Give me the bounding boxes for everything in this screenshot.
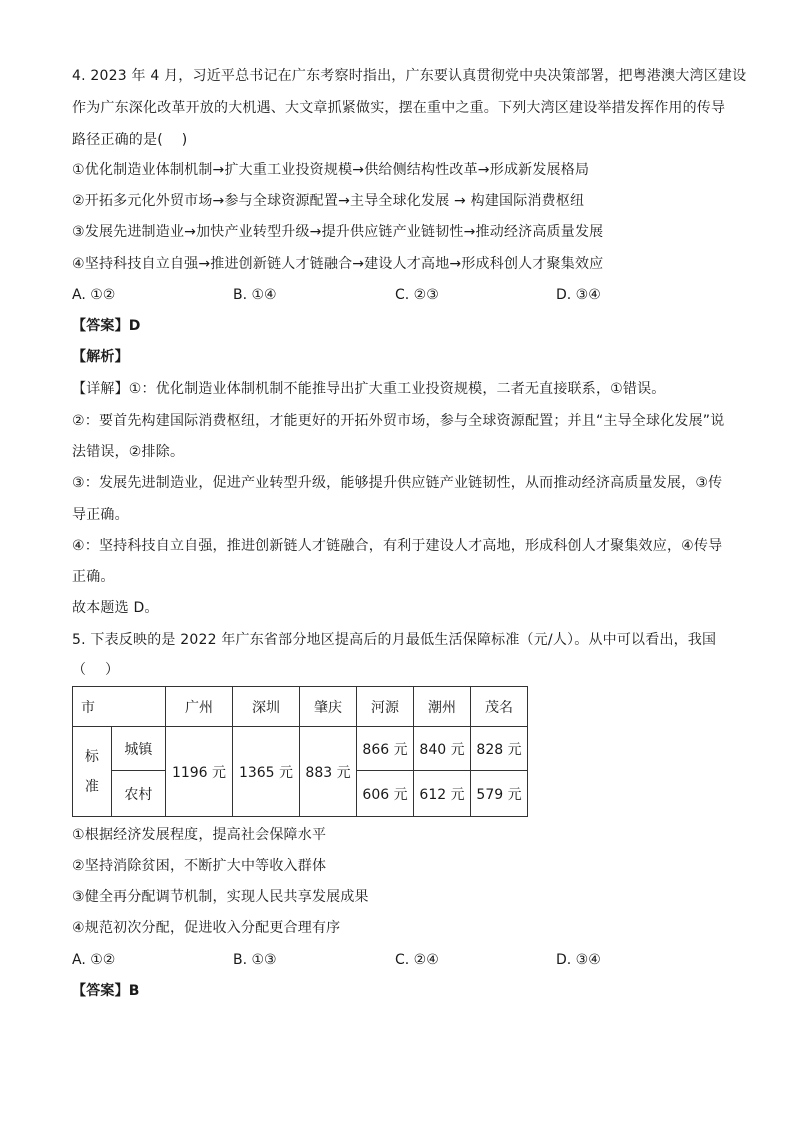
q5-option-c: C. ②④ [395, 952, 439, 968]
q5-stem-line-1: 5. 下表反映的是 2022 年广东省部分地区提高后的月最低生活保障标准（元/人）。从中可以看出，我国 [72, 632, 717, 648]
q5-item-4: ④规范初次分配，促进收入分配更合理有序 [72, 920, 341, 936]
q4-analysis-line-4: ③：发展先进制造业，促进产业转型升级，能够提升供应链产业链韧性，从而推动经济高质量发展，③传 [72, 475, 723, 491]
city-cell: 肇庆 [300, 687, 357, 727]
q5-answer: 【答案】B [72, 983, 140, 999]
standard-label-char-1: 标 [84, 748, 99, 765]
city-cell: 河源 [357, 687, 414, 727]
q4-analysis-line-3: 法错误，②排除。 [72, 444, 185, 460]
city-cell: 广州 [166, 687, 233, 727]
city-cell: 茂名 [471, 687, 528, 727]
q4-answer: 【答案】D [72, 318, 141, 334]
minimum-living-standard-table [72, 686, 528, 817]
q4-analysis-line-7: 正确。 [72, 569, 115, 585]
q4-option-c: C. ②③ [395, 287, 439, 303]
q4-conclusion: 故本题选 D。 [72, 600, 159, 616]
urban-value-cell: 828 元 [471, 727, 528, 771]
city-header-cell: 市 [73, 687, 166, 727]
q4-stem-line-3: 路径正确的是( ) [72, 132, 188, 148]
urban-value-cell: 866 元 [357, 727, 414, 771]
urban-value-cell: 840 元 [414, 727, 471, 771]
q5-option-b: B. ①③ [233, 952, 277, 968]
q4-option-b: B. ①④ [233, 287, 277, 303]
rural-label-cell: 农村 [111, 771, 165, 817]
q5-option-d: D. ③④ [556, 952, 601, 968]
q4-stem-line-2: 作为广东深化改革开放的大机遇、大文章抓紧做实，摆在重中之重。下列大湾区建设举措发挥作用的传导 [72, 100, 726, 116]
rural-value-cell: 612 元 [414, 771, 471, 817]
q4-item-2: ②开拓多元化外贸市场→参与全球资源配置→主导全球化发展 → 构建国际消费枢纽 [72, 193, 585, 209]
q5-item-3: ③健全再分配调节机制，实现人民共享发展成果 [72, 889, 369, 905]
q4-item-3: ③发展先进制造业→加快产业转型升级→提升供应链产业链韧性→推动经济高质量发展 [72, 224, 604, 240]
merged-value-cell: 883 元 [300, 727, 357, 817]
standard-label-char-2: 准 [84, 778, 99, 795]
merged-value-cell: 1365 元 [233, 727, 300, 817]
q4-item-1: ①优化制造业体制机制→扩大重工业投资规模→供给侧结构性改革→形成新发展格局 [72, 162, 590, 178]
q4-analysis-title: 【解析】 [72, 349, 129, 365]
q5-stem-line-2: （ ） [72, 662, 120, 678]
q5-option-a: A. ①② [72, 952, 116, 968]
city-cell: 潮州 [414, 687, 471, 727]
urban-label-cell: 城镇 [111, 727, 165, 771]
q4-option-d: D. ③④ [556, 287, 601, 303]
q4-stem-line-1: 4. 2023 年 4 月，习近平总书记在广东考察时指出，广东要认真贯彻党中央决策部署，把粤港澳大湾区建设 [72, 68, 747, 84]
q4-option-a: A. ①② [72, 287, 116, 303]
city-cell: 深圳 [233, 687, 300, 727]
q4-analysis-line-6: ④：坚持科技自立自强，推进创新链人才链融合，有利于建设人才高地，形成科创人才聚集效应，④传导 [72, 538, 723, 554]
q4-analysis-line-1: 【详解】①：优化制造业体制机制不能推导出扩大重工业投资规模，二者无直接联系，①错误。 [72, 381, 666, 397]
table-header-row [73, 687, 528, 727]
q4-item-4: ④坚持科技自立自强→推进创新链人才链融合→建设人才高地→形成科创人才聚集效应 [72, 256, 604, 272]
q5-item-1: ①根据经济发展程度，提高社会保障水平 [72, 827, 327, 843]
rural-value-cell: 579 元 [471, 771, 528, 817]
merged-value-cell: 1196 元 [166, 727, 233, 817]
q5-item-2: ②坚持消除贫困，不断扩大中等收入群体 [72, 858, 327, 874]
q4-analysis-line-5: 导正确。 [72, 507, 129, 523]
rural-value-cell: 606 元 [357, 771, 414, 817]
table-row-urban [73, 727, 528, 771]
q4-analysis-line-2: ②：要首先构建国际消费枢纽，才能更好的开拓外贸市场，参与全球资源配置；并且“主导全球化发展”说 [72, 413, 725, 429]
standard-label-cell [73, 727, 112, 817]
